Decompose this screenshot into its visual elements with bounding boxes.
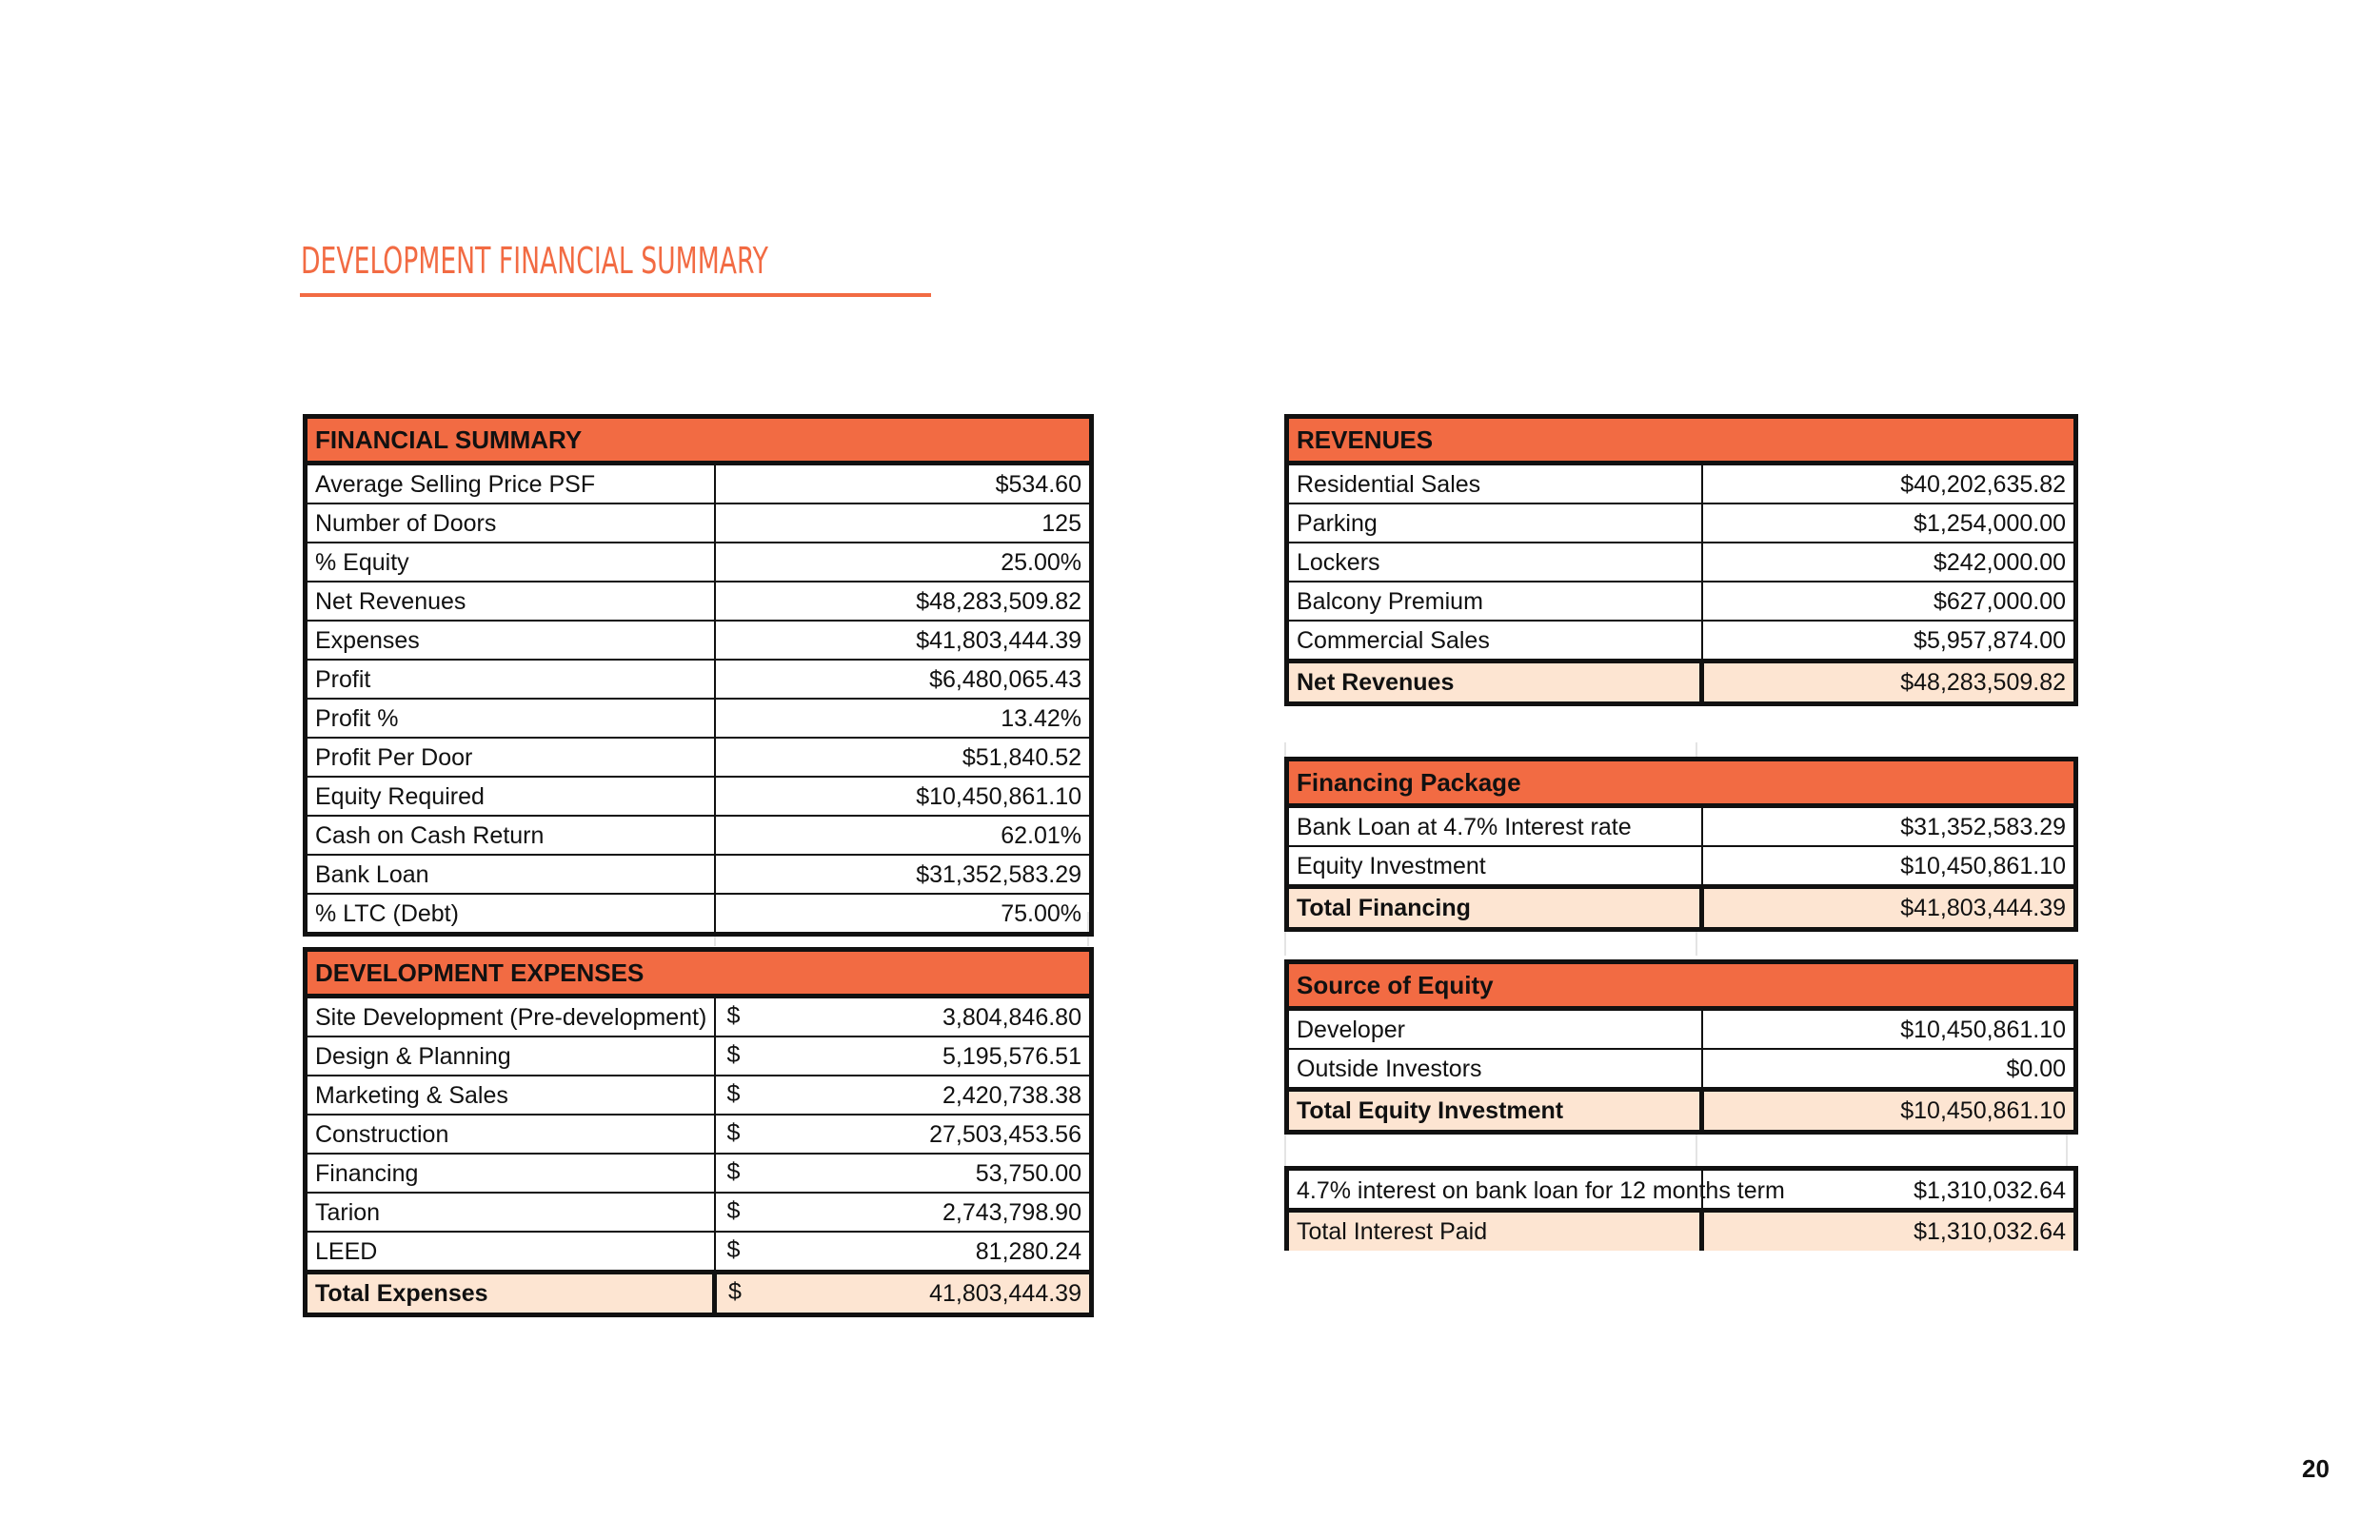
amount: 41,803,444.39	[929, 1280, 1081, 1307]
row-label: % Equity	[306, 543, 715, 582]
row-value: 75.00%	[715, 894, 1092, 935]
row-label: Profit	[306, 660, 715, 699]
page-number: 20	[2302, 1454, 2330, 1483]
row-value	[715, 1037, 1092, 1076]
row-label: Balcony Premium	[1287, 582, 1702, 621]
table-row	[306, 1115, 1092, 1154]
row-value: $10,450,861.10	[1702, 1009, 2076, 1050]
amount: 3,804,846.80	[942, 1003, 1081, 1031]
development-expenses-header: DEVELOPMENT EXPENSES	[306, 950, 1092, 997]
row-label: Parking	[1287, 503, 1702, 543]
row-label: Construction	[306, 1115, 715, 1154]
table-row	[306, 1076, 1092, 1115]
table-row	[306, 699, 1092, 738]
table-header-row	[306, 950, 1092, 997]
table-row	[1287, 806, 2076, 847]
amount: 2,743,798.90	[942, 1198, 1081, 1226]
table-row	[306, 503, 1092, 543]
table-row	[306, 738, 1092, 777]
table-row	[1287, 846, 2076, 887]
row-label: Site Development (Pre-development)	[306, 997, 715, 1037]
table-row	[1287, 1049, 2076, 1090]
table-row	[306, 777, 1092, 816]
row-value: $534.60	[715, 464, 1092, 504]
currency-symbol: $	[726, 1158, 741, 1185]
table-header-row	[306, 417, 1092, 464]
total-row	[1287, 661, 2076, 704]
row-value: $40,202,635.82	[1702, 464, 2076, 504]
row-label: LEED	[306, 1232, 715, 1273]
row-label: Residential Sales	[1287, 464, 1702, 504]
amount: 2,420,738.38	[942, 1081, 1081, 1109]
page-title: DEVELOPMENT FINANCIAL SUMMARY	[301, 240, 768, 282]
row-label: Profit %	[306, 699, 715, 738]
row-value: 125	[715, 503, 1092, 543]
row-value: $41,803,444.39	[715, 621, 1092, 660]
table-header-row	[1287, 962, 2076, 1009]
financial-summary-header: FINANCIAL SUMMARY	[306, 417, 1092, 464]
row-label: % LTC (Debt)	[306, 894, 715, 935]
row-label: Average Selling Price PSF	[306, 464, 715, 504]
title-underline	[300, 293, 931, 297]
currency-symbol: $	[726, 1119, 741, 1146]
table-row	[306, 894, 1092, 935]
total-value	[715, 1273, 1092, 1315]
row-value: $48,283,509.82	[715, 582, 1092, 621]
total-label: Net Revenues	[1287, 661, 1702, 704]
row-value: $10,450,861.10	[1702, 846, 2076, 887]
table-row	[306, 1154, 1092, 1193]
total-value: $10,450,861.10	[1702, 1090, 2076, 1133]
source-of-equity-table	[1284, 959, 2078, 1135]
total-value: $41,803,444.39	[1702, 887, 2076, 930]
currency-symbol: $	[728, 1278, 742, 1305]
table-header-row	[1287, 417, 2076, 464]
row-value: 62.01%	[715, 816, 1092, 855]
row-value: 25.00%	[715, 543, 1092, 582]
row-value	[715, 1076, 1092, 1115]
table-row	[1287, 1009, 2076, 1050]
row-label: Profit Per Door	[306, 738, 715, 777]
row-value: $10,450,861.10	[715, 777, 1092, 816]
total-label: Total Equity Investment	[1287, 1090, 1702, 1133]
row-value: $5,957,874.00	[1702, 621, 2076, 661]
financial-summary-table	[303, 414, 1094, 937]
currency-symbol: $	[726, 1080, 741, 1107]
table-row	[1287, 464, 2076, 504]
table-row	[306, 855, 1092, 894]
row-label: Developer	[1287, 1009, 1702, 1050]
table-row	[1287, 1169, 2076, 1211]
table-row	[1287, 582, 2076, 621]
row-value	[715, 1154, 1092, 1193]
row-value: $6,480,065.43	[715, 660, 1092, 699]
table-row	[306, 1037, 1092, 1076]
row-value	[715, 997, 1092, 1037]
row-label: Tarion	[306, 1193, 715, 1232]
row-value: $51,840.52	[715, 738, 1092, 777]
table-row	[306, 1232, 1092, 1273]
row-value	[715, 1232, 1092, 1273]
total-row	[1287, 887, 2076, 930]
row-label: Equity Required	[306, 777, 715, 816]
revenues-table	[1284, 414, 2078, 706]
amount: 27,503,453.56	[929, 1120, 1081, 1148]
row-value: 13.42%	[715, 699, 1092, 738]
table-row	[306, 997, 1092, 1037]
table-row	[1287, 543, 2076, 582]
source-of-equity-header: Source of Equity	[1287, 962, 2076, 1009]
table-row	[306, 464, 1092, 504]
table-row	[1287, 503, 2076, 543]
row-value: $1,254,000.00	[1702, 503, 2076, 543]
table-row	[306, 543, 1092, 582]
row-label: Outside Investors	[1287, 1049, 1702, 1090]
table-row	[306, 582, 1092, 621]
table-row	[306, 816, 1092, 855]
row-label: Commercial Sales	[1287, 621, 1702, 661]
table-row	[306, 1193, 1092, 1232]
total-row	[1287, 1090, 2076, 1133]
row-value: $31,352,583.29	[715, 855, 1092, 894]
financing-package-table	[1284, 757, 2078, 932]
row-value: $0.00	[1702, 1049, 2076, 1090]
row-label: Cash on Cash Return	[306, 816, 715, 855]
row-value: $31,352,583.29	[1702, 806, 2076, 847]
total-value: $1,310,032.64	[1702, 1211, 2076, 1252]
currency-symbol: $	[726, 1197, 741, 1224]
row-label: Design & Planning	[306, 1037, 715, 1076]
total-value: $48,283,509.82	[1702, 661, 2076, 704]
row-label: Financing	[306, 1154, 715, 1193]
row-value: $1,310,032.64	[1702, 1169, 2076, 1211]
total-row	[306, 1273, 1092, 1315]
row-label: Bank Loan	[306, 855, 715, 894]
row-value	[715, 1193, 1092, 1232]
row-label: Number of Doors	[306, 503, 715, 543]
amount: 5,195,576.51	[942, 1042, 1081, 1070]
total-label: Total Expenses	[306, 1273, 715, 1315]
currency-symbol: $	[726, 1236, 741, 1263]
currency-symbol: $	[726, 1041, 741, 1068]
row-label: Marketing & Sales	[306, 1076, 715, 1115]
total-label: Total Financing	[1287, 887, 1702, 930]
row-label: Equity Investment	[1287, 846, 1702, 887]
row-value: $242,000.00	[1702, 543, 2076, 582]
row-label: Bank Loan at 4.7% Interest rate	[1287, 806, 1702, 847]
table-row	[1287, 621, 2076, 661]
table-row	[306, 621, 1092, 660]
row-label: Net Revenues	[306, 582, 715, 621]
development-expenses-table	[303, 947, 1094, 1317]
total-label: Total Interest Paid	[1287, 1211, 1702, 1252]
revenues-header: REVENUES	[1287, 417, 2076, 464]
amount: 53,750.00	[975, 1159, 1081, 1187]
table-header-row	[1287, 760, 2076, 806]
currency-symbol: $	[726, 1002, 741, 1029]
table-row	[306, 660, 1092, 699]
interest-table	[1284, 1166, 2078, 1251]
amount: 81,280.24	[975, 1237, 1081, 1265]
row-value: $627,000.00	[1702, 582, 2076, 621]
total-row	[1287, 1211, 2076, 1252]
row-value	[715, 1115, 1092, 1154]
row-label: Expenses	[306, 621, 715, 660]
row-label: Lockers	[1287, 543, 1702, 582]
financing-package-header: Financing Package	[1287, 760, 2076, 806]
row-label: 4.7% interest on bank loan for 12 months term	[1287, 1169, 1702, 1211]
